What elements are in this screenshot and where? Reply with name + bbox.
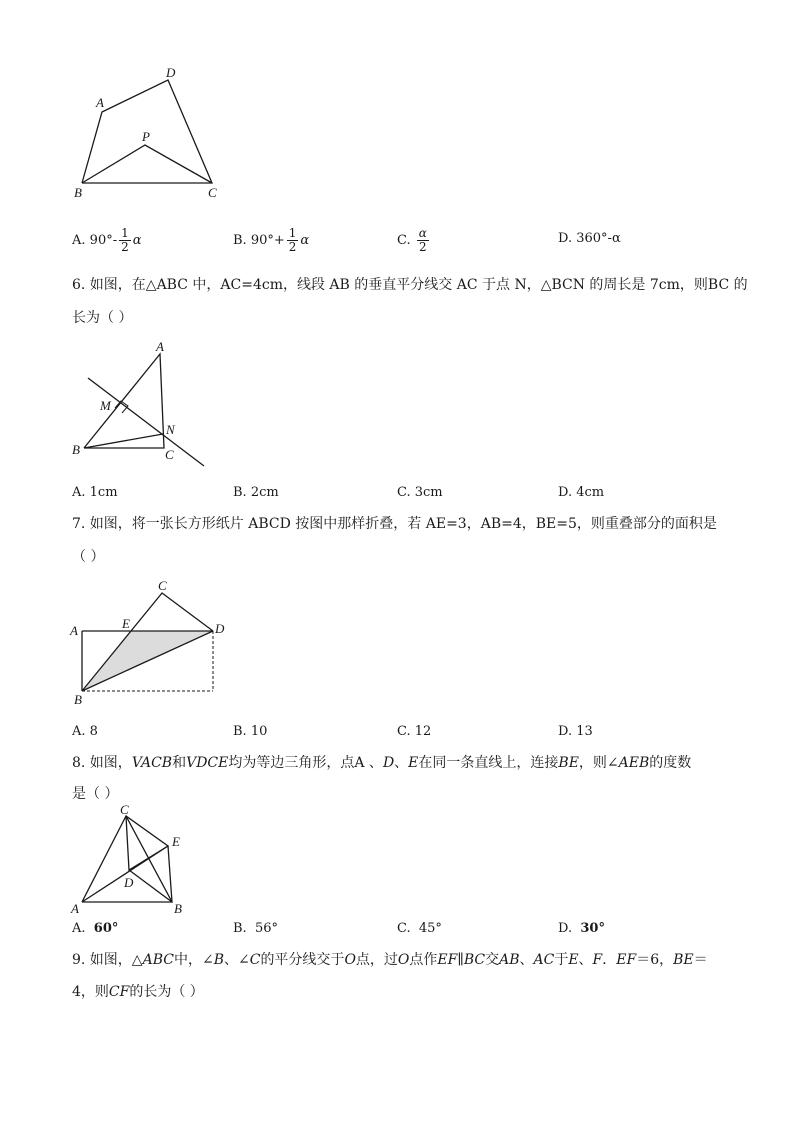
label-A: A <box>71 901 79 916</box>
q6-option-d[interactable]: D. 4cm <box>558 485 605 500</box>
label-N: N <box>166 422 175 437</box>
label-M: M <box>100 398 111 413</box>
q5-option-a[interactable]: A. 90°- $\frac{1}{2}$ α <box>72 226 142 254</box>
q6-option-c[interactable]: C. 3cm <box>397 485 443 500</box>
label-D: D <box>124 875 134 890</box>
label-C: C <box>120 804 129 817</box>
q7-option-b[interactable]: B. 10 <box>233 724 268 739</box>
q8-option-b[interactable]: B. 56° <box>233 921 278 936</box>
label-C: C <box>165 447 174 462</box>
label-C: C <box>158 578 167 593</box>
q9-stem-line1: 9. 如图，△ABC中，∠B、∠C的平分线交于O点，过O点作EF∥BC交AB、AC于E、F．EF＝6，BE＝ <box>72 952 708 968</box>
q5-option-c[interactable]: C. $\frac{\alpha}{2}$ <box>397 226 427 254</box>
q9-stem-line2: 4，则CF的长为（ ） <box>72 984 204 1000</box>
label-C: C <box>208 185 217 200</box>
label-B: B <box>74 185 82 200</box>
q7-figure <box>66 577 236 709</box>
q5-option-b[interactable]: B. 90°+ $\frac{1}{2}$ α <box>233 226 310 254</box>
q7-stem-line1: 7. 如图，将一张长方形纸片 ABCD 按图中那样折叠，若 AE=3，AB=4，BE=5，则重叠部分的面积是 <box>72 516 717 532</box>
q8-stem-line2: 是（ ） <box>72 786 119 802</box>
label-B: B <box>72 442 80 457</box>
label-A: A <box>70 623 78 638</box>
q6-stem-line2: 长为（ ） <box>72 310 133 326</box>
q8-option-a[interactable]: A. 60° <box>72 921 119 936</box>
q6-option-b[interactable]: B. 2cm <box>233 485 279 500</box>
fraction: $\frac{1}{2}$ <box>288 226 297 254</box>
q7-option-d[interactable]: D. 13 <box>558 724 593 739</box>
q8-option-c[interactable]: C. 45° <box>397 921 442 936</box>
fraction: $\frac{1}{2}$ <box>121 226 129 254</box>
q7-stem-line2: （ ） <box>72 549 105 565</box>
fraction: $\frac{\alpha}{2}$ <box>418 226 427 254</box>
label-E: E <box>172 834 180 849</box>
q8-figure <box>66 804 206 916</box>
q5-figure <box>60 60 240 210</box>
label-E: E <box>122 616 130 631</box>
label-D: D <box>166 65 176 80</box>
label-B: B <box>74 692 82 707</box>
label-D: D <box>215 621 225 636</box>
label-B: B <box>174 901 182 916</box>
q7-option-a[interactable]: A. 8 <box>72 724 98 739</box>
q8-stem-line1: 8. 如图，VACB和VDCE均为等边三角形，点A 、D、E在同一条直线上，连接BE，则∠AEB的度数 <box>72 755 692 771</box>
q7-option-c[interactable]: C. 12 <box>397 724 432 739</box>
q8-option-d[interactable]: D. 30° <box>558 921 605 936</box>
q6-stem-line1: 6. 如图，在△ABC 中，AC=4cm，线段 AB 的垂直平分线交 AC 于点 N，△BCN 的周长是 7cm，则BC 的 <box>72 277 748 293</box>
label-A: A <box>156 339 164 354</box>
label-P: P <box>142 129 150 144</box>
q6-option-a[interactable]: A. 1cm <box>72 485 118 500</box>
label-A: A <box>96 95 104 110</box>
q5-option-d[interactable]: D. 360°-α <box>558 231 621 246</box>
q6-figure <box>66 338 216 473</box>
